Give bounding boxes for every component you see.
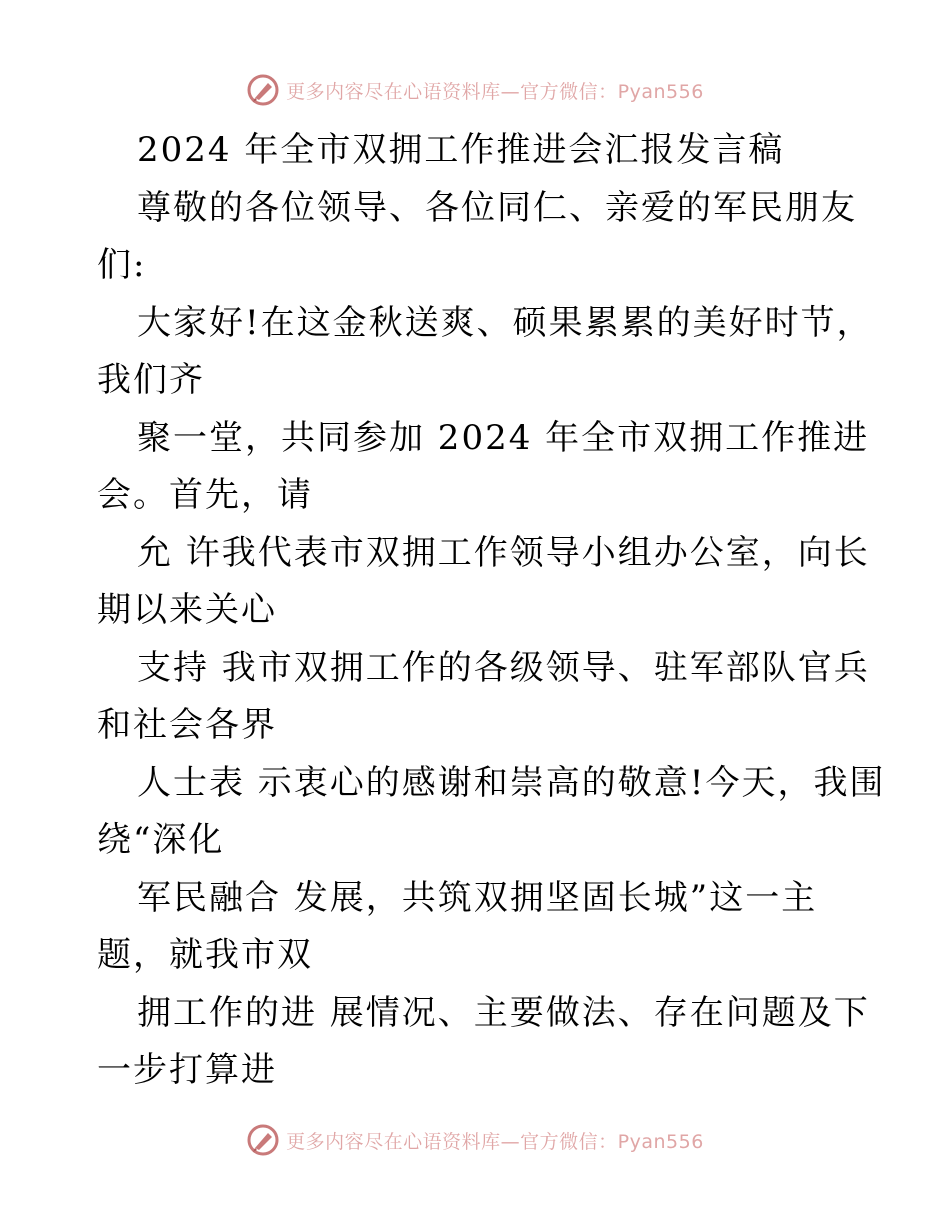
paragraph-line: 人士表 示衷心的感谢和崇高的敬意!今天，我围 xyxy=(137,762,886,803)
watermark-text-bottom: 更多内容尽在心语资料库—官方微信：Pyan556 xyxy=(286,1130,704,1153)
paragraph-line: 大家好!在这金秋送爽、硕果累累的美好时节， xyxy=(137,302,873,343)
paragraph-line: 尊敬的各位领导、各位同仁、亲爱的军民朋友 xyxy=(137,187,857,228)
paragraph-line: 会。首先，请 xyxy=(97,475,313,515)
pen-nib-logo-icon xyxy=(246,1123,280,1157)
watermark-text-top: 更多内容尽在心语资料库—官方微信：Pyan556 xyxy=(286,80,704,103)
paragraph-line: 我们齐 xyxy=(97,360,205,400)
watermark-banner-top xyxy=(0,70,950,110)
document-title: 2024 年全市双拥工作推进会汇报发言稿 xyxy=(137,130,785,170)
document-body xyxy=(97,122,886,1100)
paragraph-line: 一步打算进 xyxy=(97,1050,277,1090)
paragraph-line: 拥工作的进 展情况、主要做法、存在问题及下 xyxy=(137,992,870,1033)
watermark-banner-top-inner xyxy=(246,73,704,107)
paragraph-line: 期以来关心 xyxy=(97,590,277,630)
paragraph-line: 题，就我市双 xyxy=(97,935,313,975)
paragraph-line: 绕“深化 xyxy=(97,820,225,860)
paragraph-line: 支持 我市双拥工作的各级领导、驻军部队官兵 xyxy=(137,647,870,688)
paragraph-line: 们: xyxy=(97,245,147,285)
paragraph-line: 聚一堂，共同参加 2024 年全市双拥工作推进 xyxy=(137,417,870,458)
watermark-banner-bottom xyxy=(0,1120,950,1160)
pen-nib-logo-icon xyxy=(246,73,280,107)
paragraph-line: 和社会各界 xyxy=(97,705,277,745)
paragraph-line: 允 许我代表市双拥工作领导小组办公室，向长 xyxy=(137,532,870,573)
paragraph-line: 军民融合 发展，共筑双拥坚固长城”这一主 xyxy=(137,877,818,918)
watermark-banner-bottom-inner xyxy=(246,1123,704,1157)
